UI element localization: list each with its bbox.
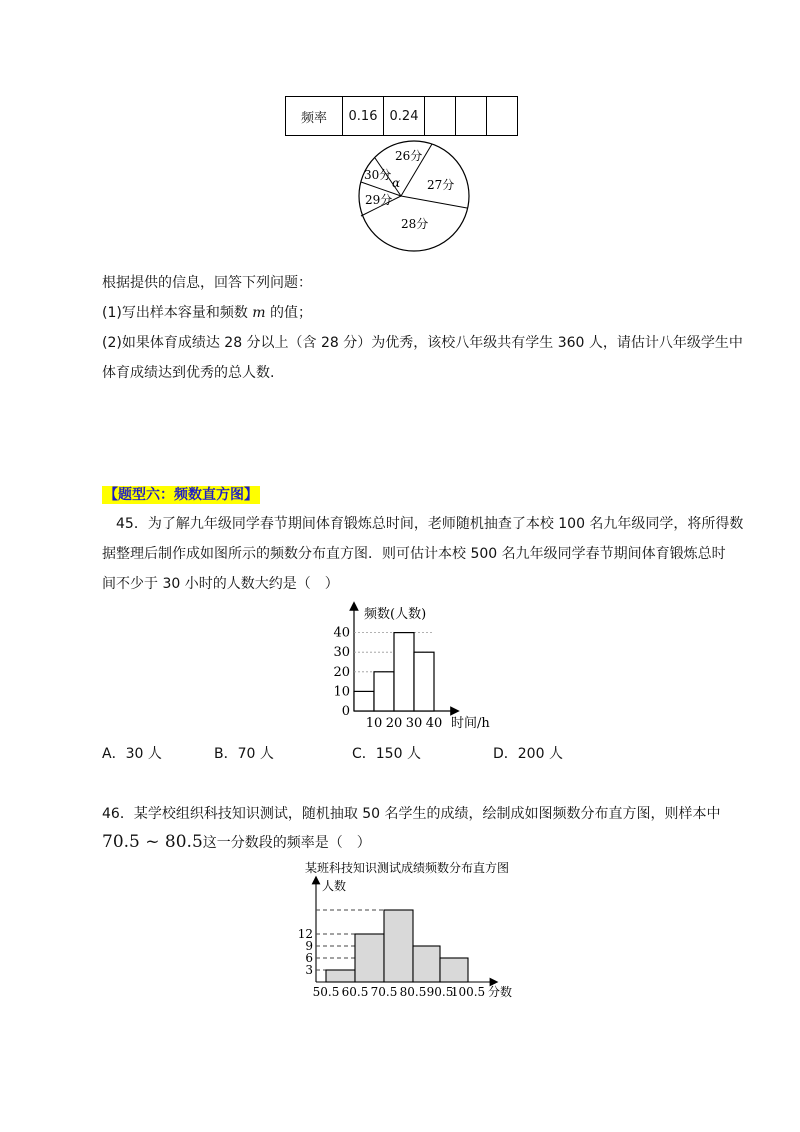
q46-range: 70.5 ~ 80.5 [102, 832, 203, 852]
y-tick-label: 3 [305, 963, 313, 977]
y-axis-label: 频数(人数) [364, 607, 427, 622]
x-tick-label: 30 [405, 716, 423, 731]
x-tick-label: 80.5 [399, 985, 427, 999]
pie-label-30: 30分 [364, 168, 392, 182]
x-axis-label: 时间/h [451, 716, 490, 731]
x-tick-label: 90.5 [426, 985, 454, 999]
y-tick-label: 6 [305, 951, 313, 965]
y-tick-label: 9 [305, 939, 313, 953]
question-intro: 根据提供的信息，回答下列问题： [102, 275, 312, 291]
histogram-bar [326, 970, 355, 982]
histogram-bar [374, 672, 394, 711]
histogram-test-scores [292, 858, 524, 1000]
option-b: B．70 人 [214, 746, 274, 762]
pie-label-27: 27分 [427, 178, 455, 192]
q45-line2: 据整理后制作成如图所示的频数分布直方图．则可估计本校 500 名九年级同学春节期间体育锻炼总时 [102, 546, 726, 562]
question-1 [102, 303, 312, 323]
pie-label-28: 28分 [401, 217, 429, 231]
y-tick-label: 20 [333, 664, 350, 680]
pie-label-29: 29分 [365, 193, 393, 207]
histogram-bar [414, 652, 434, 711]
section-heading-text: 【题型六：频数直方图】 [104, 487, 258, 503]
section-heading [102, 484, 260, 504]
y-tick-label: 10 [333, 684, 350, 700]
y-tick-label: 40 [333, 625, 350, 641]
histogram-bar [355, 934, 384, 982]
histogram-bar [384, 910, 413, 982]
freq-cell: 0.16 [343, 97, 384, 136]
x-axis-label: 分数 [488, 985, 513, 999]
histogram-bar [413, 946, 440, 982]
q1-prefix: (1)写出样本容量和频数 [102, 305, 248, 321]
question-2-line1: (2)如果体育成绩达 28 分以上（含 28 分）为优秀，该校八年级共有学生 360 人，请估计八年级学生中 [102, 335, 743, 351]
x-tick-label: 100.5 [450, 985, 486, 999]
freq-cell [456, 97, 487, 136]
x-tick-label: 40 [425, 716, 443, 731]
q45-line3: 间不少于 30 小时的人数大约是（ ） [102, 576, 339, 592]
freq-label: 频率 [286, 97, 343, 136]
option-d: D．200 人 [493, 746, 563, 762]
option-c: C．150 人 [352, 746, 421, 762]
freq-cell [487, 97, 518, 136]
x-tick-label: 60.5 [341, 985, 369, 999]
q1-suffix: 的值； [270, 305, 313, 321]
x-tick-label: 20 [385, 716, 403, 731]
q1-variable: m [252, 305, 266, 321]
freq-cell [425, 97, 456, 136]
y-tick-label: 30 [333, 645, 350, 661]
pie-divider [401, 196, 467, 208]
x-tick-label: 70.5 [370, 985, 398, 999]
chart-title: 某班科技知识测试成绩频数分布直方图 [304, 861, 510, 875]
q46-suffix: 这一分数段的频率是（ ） [202, 835, 371, 851]
option-a: A．30 人 [102, 746, 162, 762]
histogram-bar [440, 958, 468, 982]
pie-chart [355, 134, 475, 258]
y-tick-label: 12 [297, 927, 313, 941]
y-tick-label: 0 [341, 704, 350, 719]
q45-line1: 45．为了解九年级同学春节期间体育锻炼总时间，老师随机抽查了本校 100 名九年级同学，将所得数 [116, 516, 744, 532]
y-axis-label: 人数 [322, 879, 347, 893]
question-2-line2: 体育成绩达到优秀的总人数. [102, 365, 275, 381]
histogram-exercise-time [330, 600, 520, 734]
pie-label-26: 26分 [395, 149, 423, 163]
q46-line1: 46．某学校组织科技知识测试，随机抽取 50 名学生的成绩，绘制成如图频数分布直方图，则样本中 [102, 806, 721, 822]
x-tick-label: 50.5 [312, 985, 340, 999]
x-tick-label: 10 [365, 716, 383, 731]
histogram-bar [354, 691, 374, 711]
pie-label-alpha: α [392, 176, 401, 190]
frequency-table [285, 96, 518, 136]
histogram-bar [394, 633, 414, 711]
freq-cell: 0.24 [384, 97, 425, 136]
q46-line2 [102, 832, 371, 853]
